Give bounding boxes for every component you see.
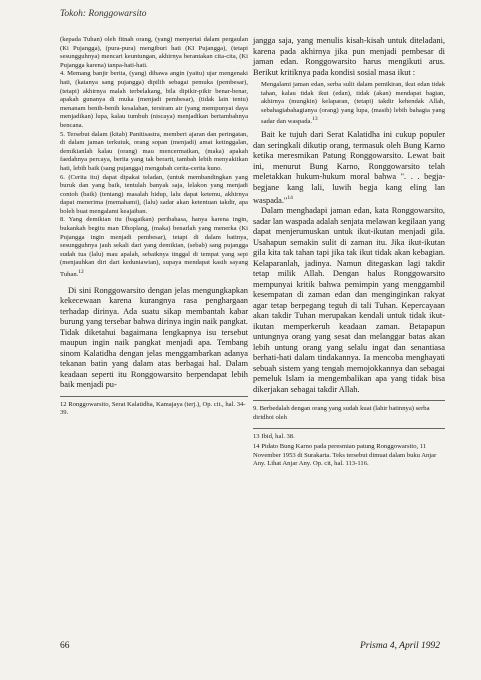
footnotes bbox=[60, 401, 248, 418]
poem-verse-9: 9. Berbedalah dengan orang yang sudah kuat (lahir batinnya) serba diridhoi oleh bbox=[253, 405, 430, 422]
poem-verse: 4. Memang banjir berita, (yang) dibawa angin (yaitu) ujar mengenaki hati, (katanya sang pujangga) dipilih sebagai pemuka (pembesar), (tetapi) akhirnya malah terbelakang, bila dipikir-pikir benar-benar, apakah gunanya di muka (menjadi pembesar), (tidak lain tentu) menanam benih-benih kesalahan, tersiram air (yang mempunyai daya menjadikan) lupa, kalau tumbuh (niscaya) menjadikan bertambahnya bencana. bbox=[60, 70, 248, 129]
poem-verse: (kepada Tuhan) oleh fitnah orang, (yang) menyertai dalam pergaulan (Ki Pujangga), (pura-pura) mengiburi hati (KI Pujangga), (tetapi sesungguhnya) mencari keuntungan, akhirnya berantakan cita-cita, (Ki Pujangga karena) tanpa-hati-hati. bbox=[60, 36, 248, 69]
poem-verse: 6. (Cerita itu) dapat dipakai teladan, (untuk membandingkan yang buruk dan yang baik, tentulah banyak saja, lelakon yang menjadi contoh (baik) (tentang) masalah hidup, lalu dapat ketemu, akhirnya dapat menerima (memahami), (lalu) sadar akan ketentuan takdir, apa boleh buat mengalami keajaiban. bbox=[60, 173, 248, 215]
body-text bbox=[253, 36, 445, 78]
poem-translation-block bbox=[60, 36, 248, 280]
left-column bbox=[60, 36, 248, 420]
footnote-13: 13 Ibid, hal. 38. bbox=[253, 432, 295, 440]
footnote-12: 12 Ronggowarsito, Serat Kalatidha, Kamajaya (terj.), Op. cit., hal. 34-39. bbox=[60, 400, 246, 417]
issue-label: Prisma 4, April 1992 bbox=[360, 641, 441, 651]
body-text bbox=[60, 286, 248, 391]
footnote-divider bbox=[60, 396, 248, 397]
footnote-14: 14 Pidato Bung Karno pada peresmian patung Ronggowarsito, 11 November 1953 di Surakarta. Teks tersebut dimuat dalam buku Anjar Any. Lihat Anjar Any. Op. cit, hal. 113-116. bbox=[253, 443, 437, 468]
quote-body: Mengalami jaman edan, serba sulit dalam pemikiran, ikut edan tidak tahan, kalau tidak ikut (edan), tidak (akan) mendapat bagian, akhirnya (mungkin) kelaparan, (tetapi) takdir kehendak Allah, sebahagiabahagianya (orang) yang lupa, (masih) lebih bahagia yang sadar dan waspada. bbox=[261, 81, 445, 126]
page-number: 66 bbox=[60, 641, 70, 651]
body-text bbox=[253, 130, 445, 395]
paragraph bbox=[253, 130, 445, 206]
footnote-ref: 13 bbox=[312, 116, 318, 123]
footnotes bbox=[253, 433, 445, 469]
divider bbox=[253, 400, 445, 401]
running-header: Tokoh: Ronggowarsito bbox=[60, 9, 147, 19]
paragraph: Dalam menghadapi jaman edan, kata Ronggowarsito, sadar lan waspada adalah senjata melawan kegilaan yang dapat menjerumuskan untuk ikut-ikutan menjadi gila. Usahapun semakin sulit di zaman itu. Jika ikut-ikutan gila kita tak tahan tapi jika tak ikut tidak akan kebagian. Kelaparanlah, jadinya. Namun ditegaskan lagi takdir tetap milik Allah. Dengan halus Ronggowarsito mempunyai kritik bahwa pemimpin yang menggambil kesempatan di zaman edan dan menginginkan rakyat agar tetap berpegang teguh di tali Tuhan. Kepercayaan akan takdir Tuhan merupakan kendali untuk tidak ikut-ikutan memperkeruh keadaan zaman. Betapapun untungnya orang yang sesat dan melanggar batas akan lebih untung orang yang selalu ingat dan senantiasa berhati-hati dalam tindakannya. Ia mencoba menghayati sebuah sistem yang tengah memojokkannya dan sebagai pemeluk Islam ia mengembalikan apa yang tidak bisa dikerjakan sebagai takdir Allah. bbox=[253, 206, 445, 394]
right-column bbox=[253, 36, 445, 471]
paragraph: jangga saja, yang menulis kisah-kisah untuk diteladani, karena pada akhirnya jika pun menjadi pembesar di jaman edan. Ronggowarsito harus mengikuti arus. Berikut kritiknya pada kondisi sosial masa ikut : bbox=[253, 36, 445, 77]
poem-verse bbox=[60, 216, 248, 279]
quote-text bbox=[261, 81, 445, 127]
footnote-ref: 12 bbox=[78, 269, 84, 276]
footnote-divider bbox=[253, 428, 445, 429]
paragraph: Di sini Ronggowarsito dengan jelas mengungkapkan kekecewaan karena kurangnya rasa penghargaan terhadap dirinya. Ada suatu sikap membantah kabar burung yang tersebar bahwa dirinya ingin naik pangkat. Tidak diketahui bagaimana lengkapnya isu tersebut maupun ingin naik pangkat menjadi apa. Tembang sinom Kalatidha dengan jelas menggambarkan adanya tekanan batin yang dalam atas berbagai hal. Dalam keadaan seperti itu Ronggowarsito berpendapat lebih baik menjadi pu- bbox=[60, 285, 248, 390]
poem-verse: 5. Tersebut dalam (kitab) Panitisastra, memberi ajaran dan peringatan, di dalam jaman terkutuk, orang sopan (menjadi) amat ketinggalan, demikianlah kalau (orang) mau mencermatkan, (maka) apakah faedahnya percaya, berita yang tak berarti, tambah lebih menyakitkan hati, lebih baik (sang pujangga) mengubah cerita-cerita kuno. bbox=[60, 130, 248, 172]
block-quote bbox=[253, 81, 445, 127]
paragraph-text: Bait ke tujuh dari Serat Kalatidha ini cukup populer dan seringkali dikutip orang, termasuk oleh Bung Karno ketika meresmikan Patung Ronggowarsito. Lewat bait ini, menurut Bung Karno, Ronggowarsito telah meletakkan hukum-hukum moral bahwa ". . . begja-begjane kang lali, luwih begja kang eling lan waspada." bbox=[253, 130, 445, 205]
poem-verse-text: 8. Yang demikian itu (bagaikan) peribahasa, hanya karena ingin, bukankah begitu man Dhoplang, (maka) benarlah yang menerka (Ki Pujangga ingin menjadi pembesar), tetapi di dalam batinya, sesungguhnya jauh sekali dari yang demikian, (sebab) sang pujangga sudah tua (lalu) mau apalah, sebaiknya tinggal di tempat yang sepi (menjauhkan diri dari keduniawian), supaya mendapat kasih sayang Tuhan. bbox=[60, 216, 248, 279]
footnote-ref: 14 bbox=[287, 195, 293, 202]
